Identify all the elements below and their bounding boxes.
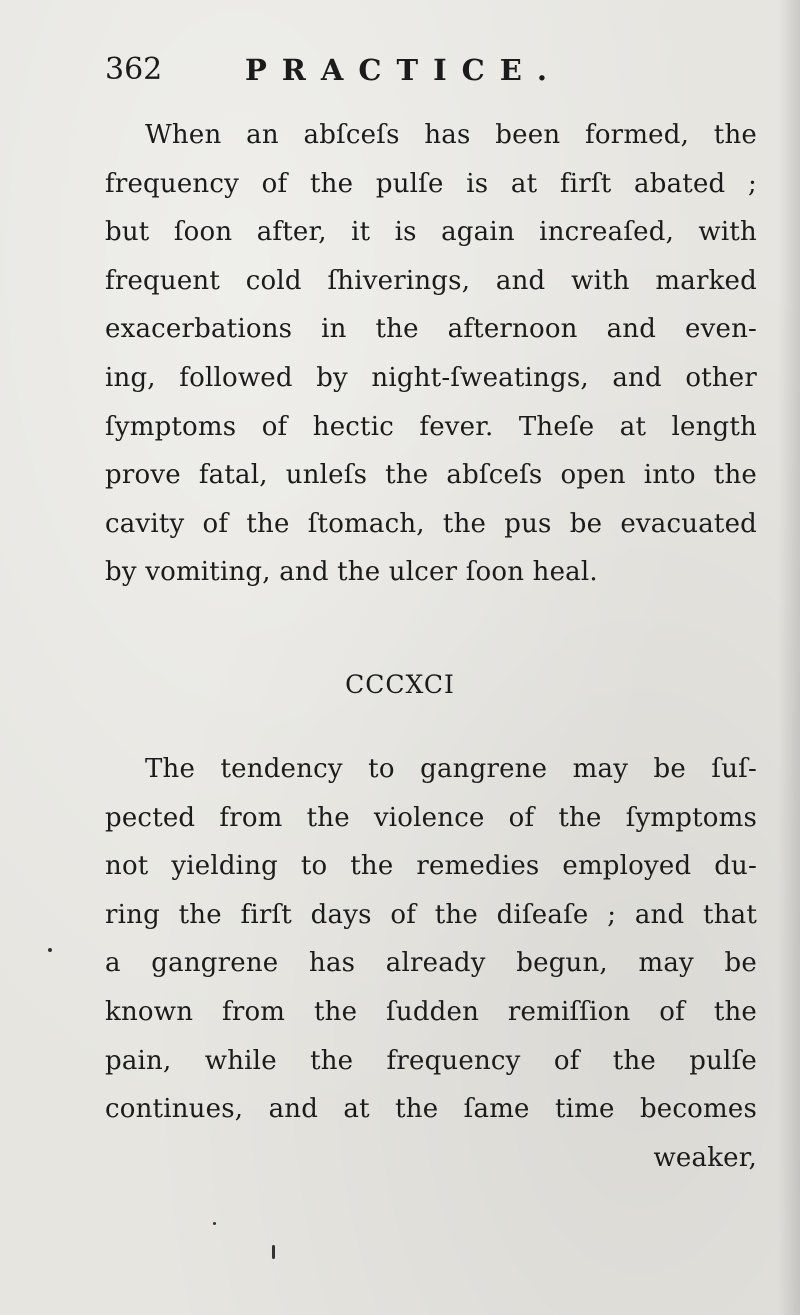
text-line: The tendency to gangrene may be ſuſ- [145,754,757,784]
paragraph-1 [105,111,757,597]
text-line: pain, while the frequency of the pulſe [105,1045,757,1076]
text-line: ing, followed by night-ſweatings, and other [105,362,757,393]
text-line: cavity of the ſtomach, the pus be evacuated [105,508,757,539]
text-line: frequent cold ſhiverings, and with marked [105,265,757,296]
ink-speck [272,1245,275,1259]
text-line: not yielding to the remedies employed du- [105,851,757,882]
page-edge-shadow [778,0,800,1315]
text-line: continues, and at the ſame time becomes [105,1094,757,1125]
ink-speck [48,948,52,952]
text-line: a gangrene has already begun, may be [105,948,757,979]
page-header [105,50,745,90]
text-line: frequency of the pulſe is at firſt abated ; [105,168,757,199]
text-line: ring the firſt days of the diſeaſe ; and that [105,899,757,930]
text-line: by vomiting, and the ulcer ſoon heal. [105,557,598,588]
text-line: pected from the violence of the ſymptoms [105,802,757,833]
ink-speck [213,1222,216,1225]
paragraph-2 [105,745,757,1182]
text-line: but ſoon after, it is again increaſed, with [105,217,757,248]
running-head: PRACTICE. [245,53,562,87]
text-line: exacerbations in the afternoon and even- [105,314,757,345]
catchword: weaker, [653,1142,757,1173]
text-line: known from the ſudden remiſſion of the [105,996,757,1027]
page-number: 362 [105,52,163,87]
section-heading: CCCXCI [345,670,455,699]
text-line: When an abſceſs has been formed, the [145,120,757,150]
text-line: ſymptoms of hectic fever. Theſe at length [105,411,757,442]
text-line: prove fatal, unleſs the abſceſs open into the [105,460,757,491]
